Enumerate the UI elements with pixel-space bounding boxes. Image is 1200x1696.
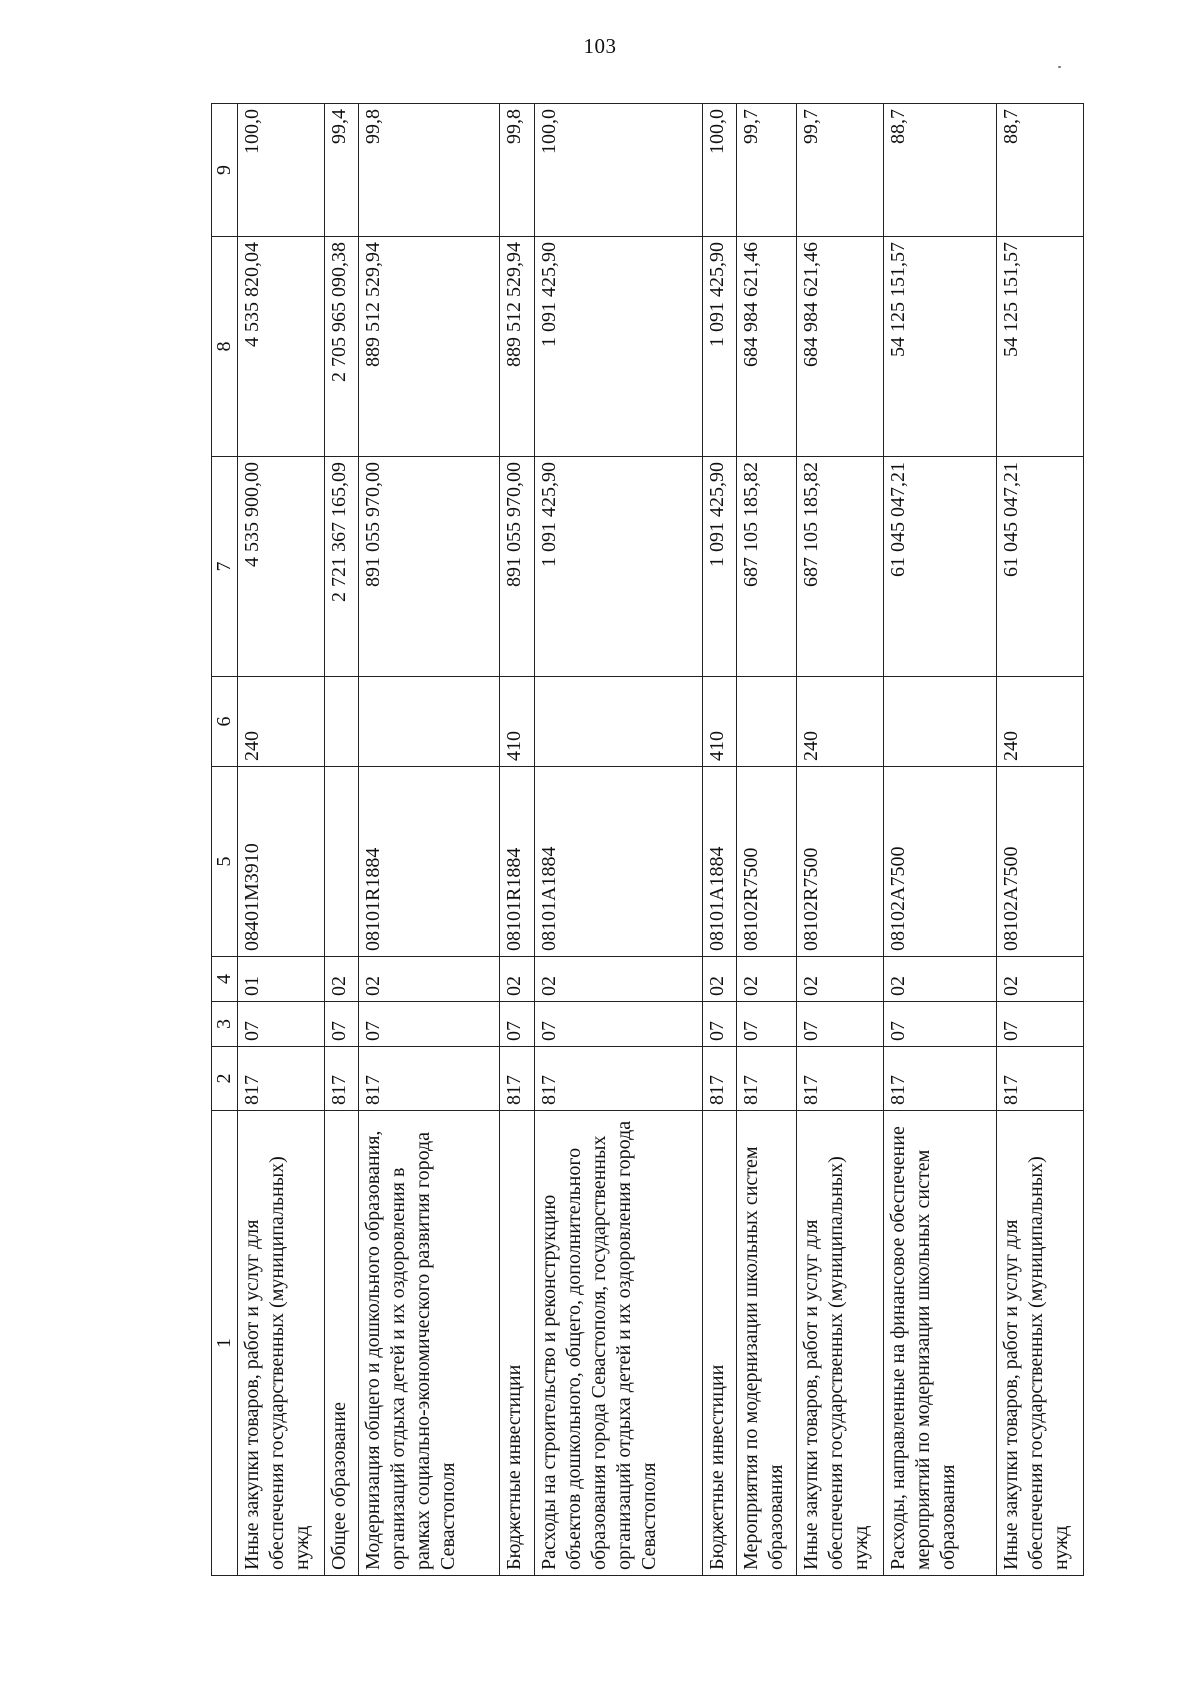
expense-type-cell — [534, 677, 702, 767]
target-item-cell: 08102А7500 — [997, 767, 1084, 957]
execution-percent-cell: 99,4 — [324, 104, 359, 237]
expense-type-cell — [359, 677, 500, 767]
target-item-cell: 08101R1884 — [359, 767, 500, 957]
expense-name-cell: Расходы на строительство и реконструкцию объектов дошкольного, общего, дополнительного образования города Севастополя, государственных организаций отдыха детей и их оздоровления города Севастополя — [534, 1111, 702, 1576]
table-row — [324, 104, 359, 1576]
column-header: 6 — [212, 677, 238, 767]
target-item-cell: 08101А1884 — [534, 767, 702, 957]
executed-amount-cell: 889 512 529,94 — [500, 237, 535, 457]
executed-amount-cell: 1 091 425,90 — [534, 237, 702, 457]
table-row — [238, 104, 325, 1576]
subsection-cell: 02 — [702, 957, 737, 1002]
execution-percent-cell: 100,0 — [702, 104, 737, 237]
subsection-cell: 02 — [883, 957, 997, 1002]
table-row — [534, 104, 702, 1576]
ministry-code-cell: 817 — [883, 1047, 997, 1111]
ministry-code-cell: 817 — [796, 1047, 883, 1111]
page-number: 103 — [583, 34, 617, 58]
section-cell: 07 — [359, 1002, 500, 1047]
ministry-code-cell: 817 — [702, 1047, 737, 1111]
section-cell: 07 — [737, 1002, 797, 1047]
section-cell: 07 — [883, 1002, 997, 1047]
execution-percent-cell: 99,7 — [796, 104, 883, 237]
target-item-cell: 08101R1884 — [500, 767, 535, 957]
execution-percent-cell: 99,8 — [359, 104, 500, 237]
table-row — [796, 104, 883, 1576]
column-header: 1 — [212, 1111, 238, 1576]
expense-type-cell — [737, 677, 797, 767]
expense-name-cell: Иные закупки товаров, работ и услуг для обеспечения государственных (муниципальных) нужд — [238, 1111, 325, 1576]
expense-name-cell: Мероприятия по модернизации школьных систем образования — [737, 1111, 797, 1576]
subsection-cell: 01 — [238, 957, 325, 1002]
column-header: 9 — [212, 104, 238, 237]
subsection-cell: 02 — [737, 957, 797, 1002]
section-cell: 07 — [702, 1002, 737, 1047]
ministry-code-cell: 817 — [359, 1047, 500, 1111]
target-item-cell: 08102R7500 — [737, 767, 797, 957]
planned-amount-cell: 687 105 185,82 — [737, 457, 797, 677]
expense-name-cell: Модернизация общего и дошкольного образования, организаций отдыха детей и их оздоровления в рамках социально-экономического развития города Севастополя — [359, 1111, 500, 1576]
section-cell: 07 — [324, 1002, 359, 1047]
target-item-cell: 08401М3910 — [238, 767, 325, 957]
ministry-code-cell: 817 — [500, 1047, 535, 1111]
planned-amount-cell: 1 091 425,90 — [702, 457, 737, 677]
execution-percent-cell: 88,7 — [883, 104, 997, 237]
section-cell: 07 — [534, 1002, 702, 1047]
column-header: 8 — [212, 237, 238, 457]
target-item-cell: 08102А7500 — [883, 767, 997, 957]
executed-amount-cell: 54 125 151,57 — [997, 237, 1084, 457]
planned-amount-cell: 61 045 047,21 — [997, 457, 1084, 677]
expense-type-cell: 240 — [997, 677, 1084, 767]
subsection-cell: 02 — [534, 957, 702, 1002]
execution-percent-cell: 100,0 — [238, 104, 325, 237]
planned-amount-cell: 891 055 970,00 — [500, 457, 535, 677]
expense-name-cell: Иные закупки товаров, работ и услуг для обеспечения государственных (муниципальных) нужд — [997, 1111, 1084, 1576]
execution-percent-cell: 99,7 — [737, 104, 797, 237]
section-cell: 07 — [500, 1002, 535, 1047]
target-item-cell: 08102R7500 — [796, 767, 883, 957]
expense-name-cell: Расходы, направленные на финансовое обеспечение мероприятий по модернизации школьных систем образования — [883, 1111, 997, 1576]
expense-type-cell: 410 — [702, 677, 737, 767]
executed-amount-cell: 2 705 965 090,38 — [324, 237, 359, 457]
ministry-code-cell: 817 — [737, 1047, 797, 1111]
target-item-cell — [324, 767, 359, 957]
subsection-cell: 02 — [359, 957, 500, 1002]
planned-amount-cell: 1 091 425,90 — [534, 457, 702, 677]
expense-name-cell: Бюджетные инвестиции — [702, 1111, 737, 1576]
table-row — [737, 104, 797, 1576]
table-row — [997, 104, 1084, 1576]
expense-type-cell: 410 — [500, 677, 535, 767]
planned-amount-cell: 4 535 900,00 — [238, 457, 325, 677]
column-header: 3 — [212, 1002, 238, 1047]
section-cell: 07 — [997, 1002, 1084, 1047]
column-header: 7 — [212, 457, 238, 677]
table-row — [702, 104, 737, 1576]
table-row — [359, 104, 500, 1576]
expense-type-cell: 240 — [238, 677, 325, 767]
execution-percent-cell: 99,8 — [500, 104, 535, 237]
expense-name-cell: Общее образование — [324, 1111, 359, 1576]
executed-amount-cell: 1 091 425,90 — [702, 237, 737, 457]
section-cell: 07 — [238, 1002, 325, 1047]
executed-amount-cell: 684 984 621,46 — [737, 237, 797, 457]
executed-amount-cell: 684 984 621,46 — [796, 237, 883, 457]
header-row — [212, 104, 238, 1576]
execution-percent-cell: 88,7 — [997, 104, 1084, 237]
ministry-code-cell: 817 — [997, 1047, 1084, 1111]
rotated-table-container — [211, 104, 1084, 1576]
column-header: 5 — [212, 767, 238, 957]
scan-speck — [1058, 66, 1061, 68]
target-item-cell: 08101А1884 — [702, 767, 737, 957]
ministry-code-cell: 817 — [534, 1047, 702, 1111]
execution-percent-cell: 100,0 — [534, 104, 702, 237]
column-header: 2 — [212, 1047, 238, 1111]
section-cell: 07 — [796, 1002, 883, 1047]
expense-type-cell — [324, 677, 359, 767]
planned-amount-cell: 2 721 367 165,09 — [324, 457, 359, 677]
budget-table — [211, 103, 1084, 1576]
table-row — [883, 104, 997, 1576]
expense-name-cell: Иные закупки товаров, работ и услуг для обеспечения государственных (муниципальных) нужд — [796, 1111, 883, 1576]
column-header: 4 — [212, 957, 238, 1002]
executed-amount-cell: 889 512 529,94 — [359, 237, 500, 457]
subsection-cell: 02 — [500, 957, 535, 1002]
planned-amount-cell: 61 045 047,21 — [883, 457, 997, 677]
subsection-cell: 02 — [796, 957, 883, 1002]
planned-amount-cell: 687 105 185,82 — [796, 457, 883, 677]
expense-type-cell: 240 — [796, 677, 883, 767]
expense-type-cell — [883, 677, 997, 767]
ministry-code-cell: 817 — [324, 1047, 359, 1111]
table-row — [500, 104, 535, 1576]
executed-amount-cell: 4 535 820,04 — [238, 237, 325, 457]
subsection-cell: 02 — [997, 957, 1084, 1002]
subsection-cell: 02 — [324, 957, 359, 1002]
executed-amount-cell: 54 125 151,57 — [883, 237, 997, 457]
planned-amount-cell: 891 055 970,00 — [359, 457, 500, 677]
ministry-code-cell: 817 — [238, 1047, 325, 1111]
expense-name-cell: Бюджетные инвестиции — [500, 1111, 535, 1576]
